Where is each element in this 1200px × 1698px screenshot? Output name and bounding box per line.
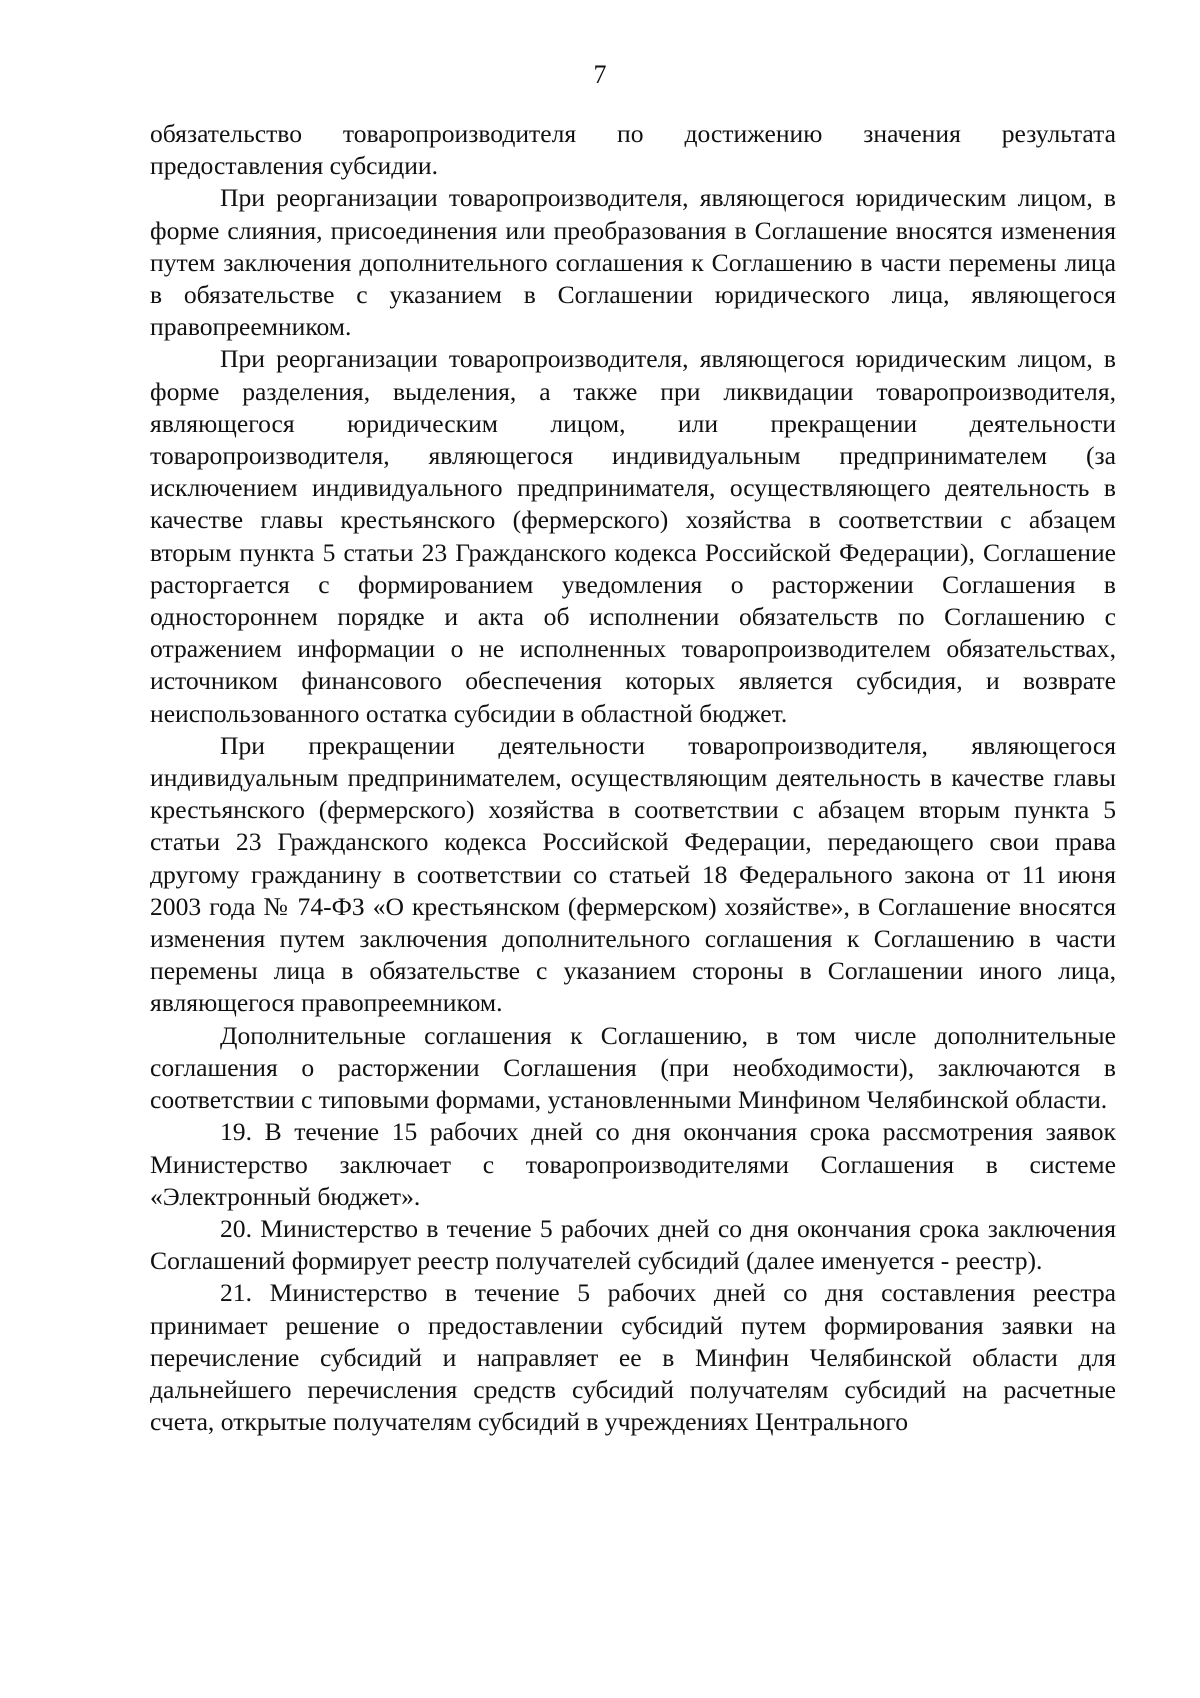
paragraph-termination-individual: При прекращении деятельности товаропроизводителя, являющегося индивидуальным предпринимателем, осуществляющим деятельность в качестве главы крестьянского (фермерского) хозяйства в соответствии с абзацем вторым пункта 5 статьи 23 Гражданского кодекса Российской Федерации, передающего свои права другому гражданину в соответствии со статьей 18 Федерального закона от 11 июня 2003 года № 74-ФЗ «О крестьянском (фермерском) хозяйстве», в Соглашение вносятся изменения путем заключения дополнительного соглашения к Соглашению в части перемены лица в обязательстве с указанием стороны в Соглашении иного лица, являющегося правопреемником. <box>150 730 1116 1018</box>
paragraph-reorganization-merger: При реорганизации товаропроизводителя, являющегося юридическим лицом, в форме слияния, присоединения или преобразования в Соглашение вносятся изменения путем заключения дополнительного соглашения к Соглашению в части перемены лица в обязательстве с указанием в Соглашении юридического лица, являющегося правопреемником. <box>150 183 1116 342</box>
paragraph-item-20: 20. Министерство в течение 5 рабочих дней со дня окончания срока заключения Соглашений формирует реестр получателей субсидий (далее именуется - реестр). <box>150 1213 1116 1276</box>
paragraph-reorganization-division: При реорганизации товаропроизводителя, являющегося юридическим лицом, в форме разделения, выделения, а также при ликвидации товаропроизводителя, являющегося юридическим лицом, или прекращении деятельности товаропроизводителя, являющегося индивидуальным предпринимателем (за исключением индивидуального предпринимателя, осуществляющего деятельность в качестве главы крестьянского (фермерского) хозяйства в соответствии с абзацем вторым пункта 5 статьи 23 Гражданского кодекса Российской Федерации), Соглашение расторгается с формированием уведомления о расторжении Соглашения в одностороннем порядке и акта об исполнении обязательств по Соглашению с отражением информации о не исполненных товаропроизводителем обязательствах, источником финансового обеспечения которых является субсидия, и возврате неиспользованного остатка субсидии в областной бюджет. <box>150 344 1116 728</box>
document-body <box>150 118 1116 1438</box>
paragraph-continuation: обязательство товаропроизводителя по достижению значения результата предоставления субсидии. <box>150 119 1116 181</box>
paragraph-item-19: 19. В течение 15 рабочих дней со дня окончания срока рассмотрения заявок Министерство заключает с товаропроизводителями Соглашения в системе «Электронный бюджет». <box>150 1117 1116 1211</box>
paragraph-additional-agreements: Дополнительные соглашения к Соглашению, в том числе дополнительные соглашения о расторжении Соглашения (при необходимости), заключаются в соответствии с типовыми формами, установленными Минфином Челябинской области. <box>150 1020 1116 1115</box>
page-number: 7 <box>593 60 607 89</box>
paragraph-item-21: 21. Министерство в течение 5 рабочих дней со дня составления реестра принимает решение о предоставлении субсидий путем формирования заявки на перечисление субсидий и направляет ее в Минфин Челябинской области для дальнейшего перечисления средств субсидий получателям субсидий на расчетные счета, открытые получателям субсидий в учреждениях Центрального <box>150 1278 1116 1437</box>
